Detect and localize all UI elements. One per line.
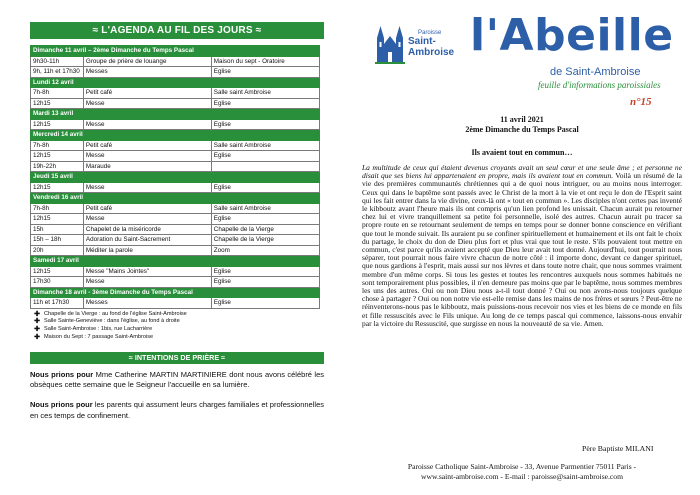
prayer-text-1: Mme Catherine MARTIN MARTINIERE dont nous avons célébré les obsèques cette semaine que le Seigneur l'accueille en sa lumière. — [30, 370, 324, 390]
agenda-day-label: Dimanche 18 avril - 3ème Dimanche du Temps Pascal — [31, 287, 320, 298]
agenda-item-row — [31, 88, 320, 99]
agenda-note — [30, 311, 324, 319]
agenda-time: 12h15 — [31, 151, 84, 162]
agenda-day-label: Lundi 12 avril — [31, 77, 320, 88]
prayer-paragraph-1 — [30, 370, 324, 390]
prayer-banner: ≈ INTENTIONS DE PRIÈRE ≈ — [30, 352, 324, 364]
agenda-event: Messe — [83, 119, 211, 130]
agenda-time: 9h, 11h et 17h30 — [31, 67, 84, 78]
issue-date-block — [362, 115, 682, 135]
agenda-item-row — [31, 277, 320, 288]
agenda-event: Maraude — [83, 161, 211, 172]
left-column — [30, 22, 324, 342]
agenda-time: 7h-8h — [31, 203, 84, 214]
agenda-time: 11h et 17h30 — [31, 298, 84, 309]
agenda-note-text: Maison du Sept : 7 passage Saint-Ambroise — [44, 333, 154, 340]
liturgical-day: 2ème Dimanche du Temps Pascal — [465, 125, 579, 134]
church-icon — [374, 24, 406, 64]
agenda-item-row — [31, 266, 320, 277]
agenda-time: 12h15 — [31, 98, 84, 109]
agenda-place: Eglise — [211, 98, 319, 109]
agenda-place — [211, 161, 319, 172]
agenda-place: Eglise — [211, 277, 319, 288]
agenda-event: Groupe de prière de louange — [83, 56, 211, 67]
agenda-event: Messe — [83, 182, 211, 193]
agenda-notes — [30, 311, 324, 342]
agenda-time: 9h30-11h — [31, 56, 84, 67]
agenda-day-row — [31, 172, 320, 183]
agenda-time: 17h30 — [31, 277, 84, 288]
agenda-day-row — [31, 287, 320, 298]
agenda-time: 7h-8h — [31, 140, 84, 151]
footer-address: Paroisse Catholique Saint-Ambroise - 33, Avenue Parmentier 75011 Paris - — [407, 462, 637, 471]
agenda-item-row — [31, 151, 320, 162]
parish-name: Saint-Ambroise — [408, 36, 455, 58]
agenda-item-row — [31, 161, 320, 172]
agenda-day-row — [31, 109, 320, 120]
agenda-item-row — [31, 214, 320, 225]
agenda-day-label: Vendredi 16 avril — [31, 193, 320, 204]
agenda-day-row — [31, 256, 320, 267]
issue-number: n°15 — [630, 96, 652, 108]
agenda-item-row — [31, 224, 320, 235]
agenda-place: Eglise — [211, 151, 319, 162]
agenda-place: Eglise — [211, 266, 319, 277]
agenda-event: Messe "Mains Jointes" — [83, 266, 211, 277]
footer-contact: www.saint-ambroise.com - E-mail : paroisse@saint-ambroise.com — [421, 472, 623, 481]
agenda-item-row — [31, 235, 320, 246]
agenda-event: Messe — [83, 214, 211, 225]
agenda-time: 12h15 — [31, 119, 84, 130]
prayer-text-2: les parents qui assument leurs charges familiales et professionnelles en ces temps de confinement. — [30, 400, 324, 420]
agenda-event: Petit café — [83, 203, 211, 214]
agenda-place: Eglise — [211, 67, 319, 78]
cross-icon: ✚ — [34, 318, 40, 326]
agenda-day-row — [31, 77, 320, 88]
footer — [362, 462, 682, 482]
agenda-note-text: Chapelle de la Vierge : au fond de l'église Saint-Ambroise — [44, 310, 187, 317]
parish-logo — [374, 24, 454, 64]
agenda-item-row — [31, 67, 320, 78]
agenda-event: Petit café — [83, 88, 211, 99]
prayer-lead-2: Nous prions pour — [30, 400, 93, 410]
agenda-item-row — [31, 182, 320, 193]
agenda-day-row — [31, 193, 320, 204]
agenda-item-row — [31, 140, 320, 151]
agenda-place: Eglise — [211, 182, 319, 193]
agenda-place: Salle saint Ambroise — [211, 203, 319, 214]
newsletter-subtitle: de Saint-Ambroise — [550, 66, 641, 78]
agenda-note — [30, 318, 324, 326]
agenda-day-label: Jeudi 15 avril — [31, 172, 320, 183]
agenda-note-text: Salle Saint-Ambroise : 1bis, rue Lacharrière — [44, 326, 153, 333]
agenda-time: 15h – 18h — [31, 235, 84, 246]
parish-label: Paroisse — [418, 30, 442, 36]
agenda-day-label: Mardi 13 avril — [31, 109, 320, 120]
agenda-event: Messes — [83, 298, 211, 309]
agenda-item-row — [31, 203, 320, 214]
agenda-day-label: Dimanche 11 avril – 2ème Dimanche du Temps Pascal — [31, 46, 320, 57]
agenda-note — [30, 326, 324, 334]
agenda-place: Chapelle de la Vierge — [211, 235, 319, 246]
prayer-paragraph-2 — [30, 400, 324, 420]
agenda-item-row — [31, 98, 320, 109]
agenda-place: Eglise — [211, 298, 319, 309]
article-text: Voilà un résumé de la vie des premières communautés chrétiennes qui a de quoi nous intriguer, ou au moins nous interroger. Ceux qui dans le baptême sont passés avec le Christ de la mort à la vie et ont reçu le don de l'Esprit saint qui les fait entrer dans la vie divine, ceux-là ont « tout en commun ». Les disciples n'ont certes pas inventé le kibboutz avant l'heure mais ils ont compris qu'un lien profond les unissait. Chacun aurait pu retourner chez lui et vivre tranquillement sa petite foi personnelle, isolé des autres. Chacun aurait pu tracer sa propre route en se retournant seulement de temps en temps pour se donner bonne conscience en vérifiant que tout le monde suivait. Ils auraient pu se confiner spirituellement et humainement et ils ont fait le choix du partage, le choix du don de Dieu plus fort et plus vrai que tout le reste. S'ils pouvaient tout mettre en commun, c'est parce qu'ils avaient accepté que Dieu leur avait tout donné. Aujourd'hui, tout pourrait nous séparer, tout pourrait nous faire vivre chacun de notre côté : il importe donc, devant ce danger spirituel, que nous gardions à l'esprit, mais aussi sur nos lèvres et dans toute notre chair, que nous sommes vraiment membre d'un même corps. Si tous les gestes et toutes les rencontres auxquels nous sommes habitués ne sont temporairement plus possibles, il n'en demeure pas moins que par le baptême, nous sommes membres les uns des autres. Oui ou non Dieu nous a-t-il tout donné ? Oui ou non avons-nous toujours quelque chose à partager ? Oui ou non notre vie est-elle remise dans les mains de nos frères et sœurs ? Peut-être ne réinventerons-nous pas le kibboutz, mais puissions-nous recevoir nos vies et les biens de ce monde en fils et fille ressuscités avec le Fils unique. Au long de ce temps pascal qui commence, laissons-nous envahir par la victoire du Ressuscité, que surgisse en nous la nouveauté de sa vie. Amen. — [362, 171, 683, 328]
issue-date: 11 avril 2021 — [500, 115, 544, 124]
agenda-item-row — [31, 245, 320, 256]
agenda-event: Messe — [83, 277, 211, 288]
agenda-event: Messes — [83, 67, 211, 78]
agenda-note — [30, 334, 324, 342]
agenda-item-row — [31, 119, 320, 130]
agenda-event: Méditer la parole — [83, 245, 211, 256]
agenda-table — [30, 45, 320, 309]
prayer-section — [30, 370, 324, 431]
agenda-time: 19h-22h — [31, 161, 84, 172]
agenda-time: 12h15 — [31, 266, 84, 277]
right-column — [362, 0, 682, 495]
agenda-place: Zoom — [211, 245, 319, 256]
agenda-time: 7h-8h — [31, 88, 84, 99]
agenda-place: Salle saint Ambroise — [211, 140, 319, 151]
agenda-day-row — [31, 130, 320, 141]
agenda-item-row — [31, 56, 320, 67]
agenda-time: 12h15 — [31, 182, 84, 193]
article-intro: La multitude de ceux qui étaient devenus croyants avait un seul cœur et une seule âme ; et personne ne disait que ses biens lui appartenaient en propre, mais ils avaient tout en commun. — [362, 163, 682, 181]
article-title: Ils avaient tout en commun… — [471, 148, 573, 157]
agenda-event: Chapelet de la miséricorde — [83, 224, 211, 235]
cross-icon: ✚ — [34, 310, 40, 318]
agenda-banner: ≈ L'AGENDA AU FIL DES JOURS ≈ — [30, 22, 324, 39]
cross-icon: ✚ — [34, 333, 40, 341]
agenda-place: Eglise — [211, 214, 319, 225]
article-signature: Père Baptiste MILANI — [582, 444, 654, 453]
agenda-time: 12h15 — [31, 214, 84, 225]
agenda-time: 20h — [31, 245, 84, 256]
newsletter-tagline: feuille d'informations paroissiales — [538, 80, 661, 90]
agenda-place: Salle saint Ambroise — [211, 88, 319, 99]
agenda-place: Chapelle de la Vierge — [211, 224, 319, 235]
agenda-place: Eglise — [211, 119, 319, 130]
cross-icon: ✚ — [34, 326, 40, 334]
newsletter-title: l'Abeille — [470, 10, 674, 61]
agenda-event: Adoration du Saint-Sacrement — [83, 235, 211, 246]
agenda-day-row — [31, 46, 320, 57]
article-body — [362, 164, 682, 328]
agenda-event: Messe — [83, 151, 211, 162]
agenda-item-row — [31, 298, 320, 309]
agenda-event: Petit café — [83, 140, 211, 151]
agenda-day-label: Samedi 17 avril — [31, 256, 320, 267]
agenda-time: 15h — [31, 224, 84, 235]
prayer-lead-1: Nous prions pour — [30, 370, 94, 379]
agenda-note-text: Salle Sainte-Geneviève : dans l'église, au fond à droite — [44, 318, 180, 325]
agenda-place: Maison du sept - Oratoire — [211, 56, 319, 67]
agenda-day-label: Mercredi 14 avril — [31, 130, 320, 141]
agenda-event: Messe — [83, 98, 211, 109]
